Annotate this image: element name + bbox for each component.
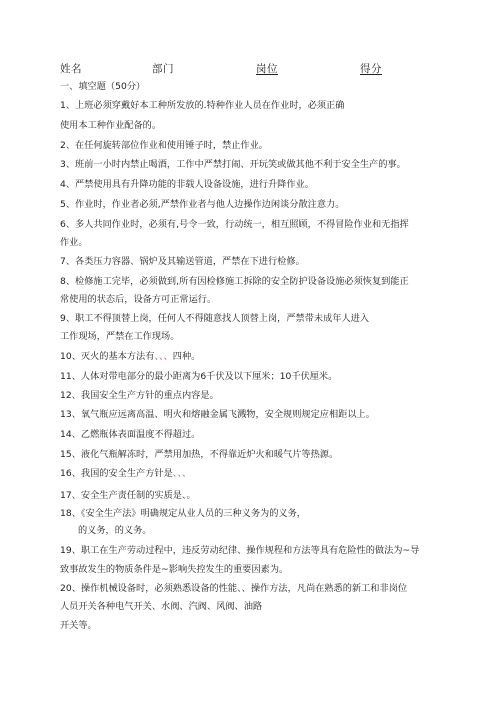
position-label: 岗位 xyxy=(256,63,278,75)
question-line: 12、我国安全生产方针的重点内容是。 xyxy=(60,390,219,401)
question-line: 工作现场，严禁在工作现场。 xyxy=(60,331,180,342)
question-line: 8、检修施工完毕，必须做到,所有因检修施工拆除的安全防护设备设施必须恢复到能正 xyxy=(60,276,409,287)
question-line: 20、操作机械设备时，必须熟悉设备的性能、、操作方法，凡尚在熟悉的新工和非岗位 xyxy=(60,583,408,594)
question-line: 19、职工在生产劳动过程中，违反劳动纪律、操作规程和方法等具有危险性的做法为~导 xyxy=(60,545,420,556)
question-line: 9、职工不得顶替上岗，任何人不得随意找人顶替上岗，严禁带未成年人进入 xyxy=(60,313,370,324)
blank-marks: 、、、 xyxy=(172,468,192,479)
question-line: 14、乙燃瓶体表面温度不得超过。 xyxy=(60,429,201,440)
question-line: 6、多人共同作业时，必须有,号令一致，行动统一，相互照顾，不得冒险作业和无指挥 xyxy=(60,219,409,230)
question-line: 的义务，的义务。 xyxy=(78,525,152,536)
question-line: 18、《安全生产法》明确规定从业人员的三种义务为的义务， xyxy=(60,508,306,519)
question-line: 17、安全生产责任制的实质是、。 xyxy=(60,490,196,501)
question-line xyxy=(60,351,200,363)
question-line: 作业。 xyxy=(60,237,88,248)
section-title: 一、填空题（50分） xyxy=(60,81,146,92)
question-line: 15、液化气瓶解冻时，严禁用加热，不得靠近炉火和暖气片等热源。 xyxy=(60,449,339,460)
question-line: 11、人体对带电部分的最小距离为6千伏及以下厘米；10千伏厘米。 xyxy=(60,371,338,382)
question-line: 5、作业时，作业者必须,严禁作业者与他人边操作边闲谈分散注意力。 xyxy=(60,199,345,210)
question-text: 10、灭火的基本方法有 xyxy=(60,351,155,362)
question-line: 使用本工种作业配备的。 xyxy=(60,120,162,131)
question-line: 常使用的状态后，设备方可正常运行。 xyxy=(60,294,217,305)
question-line: 13、氧气瓶应远离高温、明火和熔融金属飞溅物，安全规则规定应相距以上。 xyxy=(60,409,375,420)
question-line: 人员开关各种电气开关、水阀、汽阀、风阀、油路 xyxy=(60,601,263,612)
question-line: 开关等。 xyxy=(60,620,97,631)
question-text: 16、我国的安全生产方针是 xyxy=(60,468,173,479)
question-line: 4、严禁使用具有升降功能的非载人设备设施，进行升降作业。 xyxy=(60,179,314,190)
question-text: 四种。 xyxy=(172,351,201,362)
question-line: 2、在任何旋转部位作业和使用锤子时，禁止作业。 xyxy=(60,140,268,151)
name-label: 姓名 xyxy=(60,63,82,75)
blank-marks: 、、、 xyxy=(154,351,173,362)
question-line: 3、班前一小时内禁止喝酒，工作中严禁打闹、开玩笑或做其他不利于安全生产的事。 xyxy=(60,159,406,170)
department-label: 部门 xyxy=(152,63,174,75)
question-line: 1、上班必须穿戴好本工种所发放的.特种作业人员在作业时，必须正确 xyxy=(60,100,345,111)
question-line: 7、各类压力容器、锅炉及其输送管道，严禁在下进行检修。 xyxy=(60,256,305,267)
question-line xyxy=(60,468,191,480)
score-label: 得分 xyxy=(360,63,382,75)
question-line: 致事故发生的物质条件是~影响失控发生的重要因素为。 xyxy=(60,564,289,575)
